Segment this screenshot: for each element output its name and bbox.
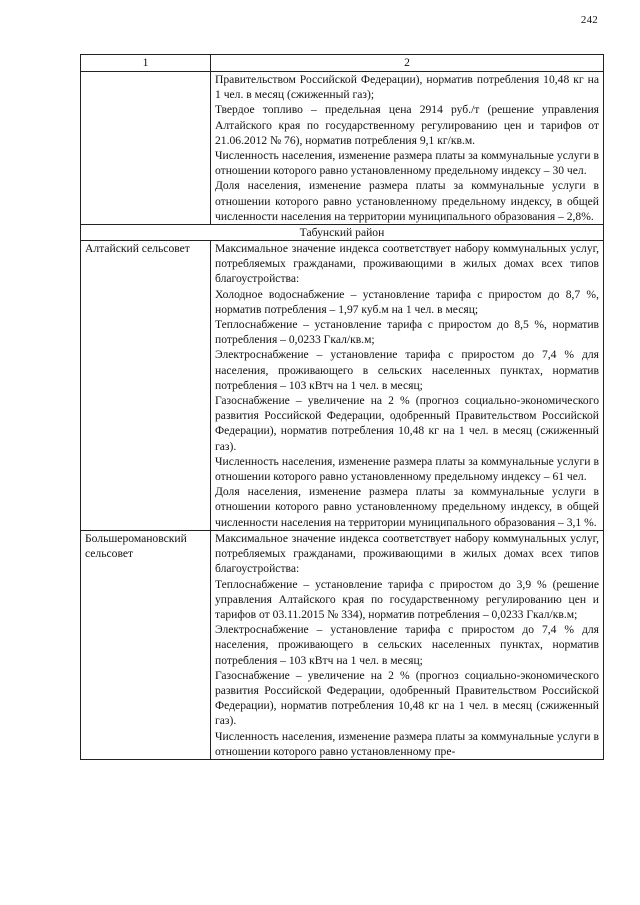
table-header-row	[81, 55, 604, 72]
column-number-1: 1	[81, 55, 211, 72]
district-heading: Табунский район	[81, 225, 604, 241]
table-row-continued	[81, 72, 604, 225]
paragraph: Теплоснабжение – установление тарифа с приростом до 8,5 %, норматив потребления – 0,0233 Гкал/кв.м;	[215, 318, 599, 347]
paragraph: Теплоснабжение – установление тарифа с приростом до 3,9 % (решение управления Алтайского края по государственному регулированию цен и тарифов от 03.11.2015 № 334), норматив потребления – 0,0233 Гкал/кв.м;	[215, 577, 599, 621]
paragraph: Численность населения, изменение размера платы за коммунальные услуги в отношении которого равно установленному предельному индексу – 61 чел.	[215, 454, 599, 484]
paragraph: Электроснабжение – установление тарифа с приростом до 7,4 % для населения, проживающего в сельских населенных пунктах, норматив потребления – 103 кВтч на 1 чел. в месяц;	[215, 623, 599, 667]
paragraph: Численность населения, изменение размера платы за коммунальные услуги в отношении которого равно установленному предельному индексу – 30 чел.	[215, 149, 599, 178]
row-name: Большеромановский сельсовет	[81, 530, 211, 759]
table-row	[81, 241, 604, 531]
paragraph: Твердое топливо – предельная цена 2914 руб./т (решение управления Алтайского края по государственному регулированию цен и тарифов от 21.06.2012 № 76), норматив потребления 9,1 кг/кв.м.	[215, 103, 599, 147]
row-content	[211, 530, 604, 759]
paragraph: Максимальное значение индекса соответствует набору коммунальных услуг, потребляемых гражданами, проживающими в жилых домах всех типов благоустройства:	[215, 242, 599, 286]
column-number-2: 2	[211, 55, 604, 72]
paragraph: Доля населения, изменение размера платы за коммунальные услуги в отношении которого равно установленному предельному индексу, в общей численности населения на территории муниципального образования – 2,8%.	[215, 179, 599, 223]
paragraph: Газоснабжение – увеличение на 2 % (прогноз социально-экономического развития Российской Федерации, одобренный Правительством Российской Федерации), норматив потребления 10,48 кг на 1 чел. в месяц (сжиженный газ).	[215, 668, 599, 728]
page-number: 242	[580, 14, 598, 26]
paragraph: Холодное водоснабжение – установление тарифа с приростом до 8,7 %, норматив потребления – 1,97 куб.м на 1 чел. в месяц;	[215, 287, 599, 316]
row-content-continued	[211, 72, 604, 225]
paragraph: Максимальное значение индекса соответствует набору коммунальных услуг, потребляемых гражданами, проживающими в жилых домах всех типов благоустройства:	[215, 531, 599, 576]
indices-table	[80, 54, 604, 760]
table-row	[81, 530, 604, 759]
paragraph: Правительством Российской Федерации), норматив потребления 10,48 кг на 1 чел. в месяц (сжиженный газ);	[215, 73, 599, 102]
district-heading-row	[81, 225, 604, 241]
row-name-empty	[81, 72, 211, 225]
paragraph: Доля населения, изменение размера платы за коммунальные услуги в отношении которого равно установленному предельному индексу, в общей численности населения на территории муниципального образования – 3,1 %.	[215, 485, 599, 529]
row-content	[211, 241, 604, 531]
paragraph: Электроснабжение – установление тарифа с приростом до 7,4 % для населения, проживающего в сельских населенных пунктах, норматив потребления – 103 кВтч на 1 чел. в месяц;	[215, 348, 599, 392]
row-name: Алтайский сельсовет	[81, 241, 211, 531]
paragraph: Численность населения, изменение размера платы за коммунальные услуги в отношении которого равно установленному пре-	[215, 729, 599, 758]
paragraph: Газоснабжение – увеличение на 2 % (прогноз социально-экономического развития Российской Федерации, одобренный Правительством Российской Федерации), норматив потребления 10,48 кг на 1 чел. в месяц (сжиженный газ).	[215, 394, 599, 453]
